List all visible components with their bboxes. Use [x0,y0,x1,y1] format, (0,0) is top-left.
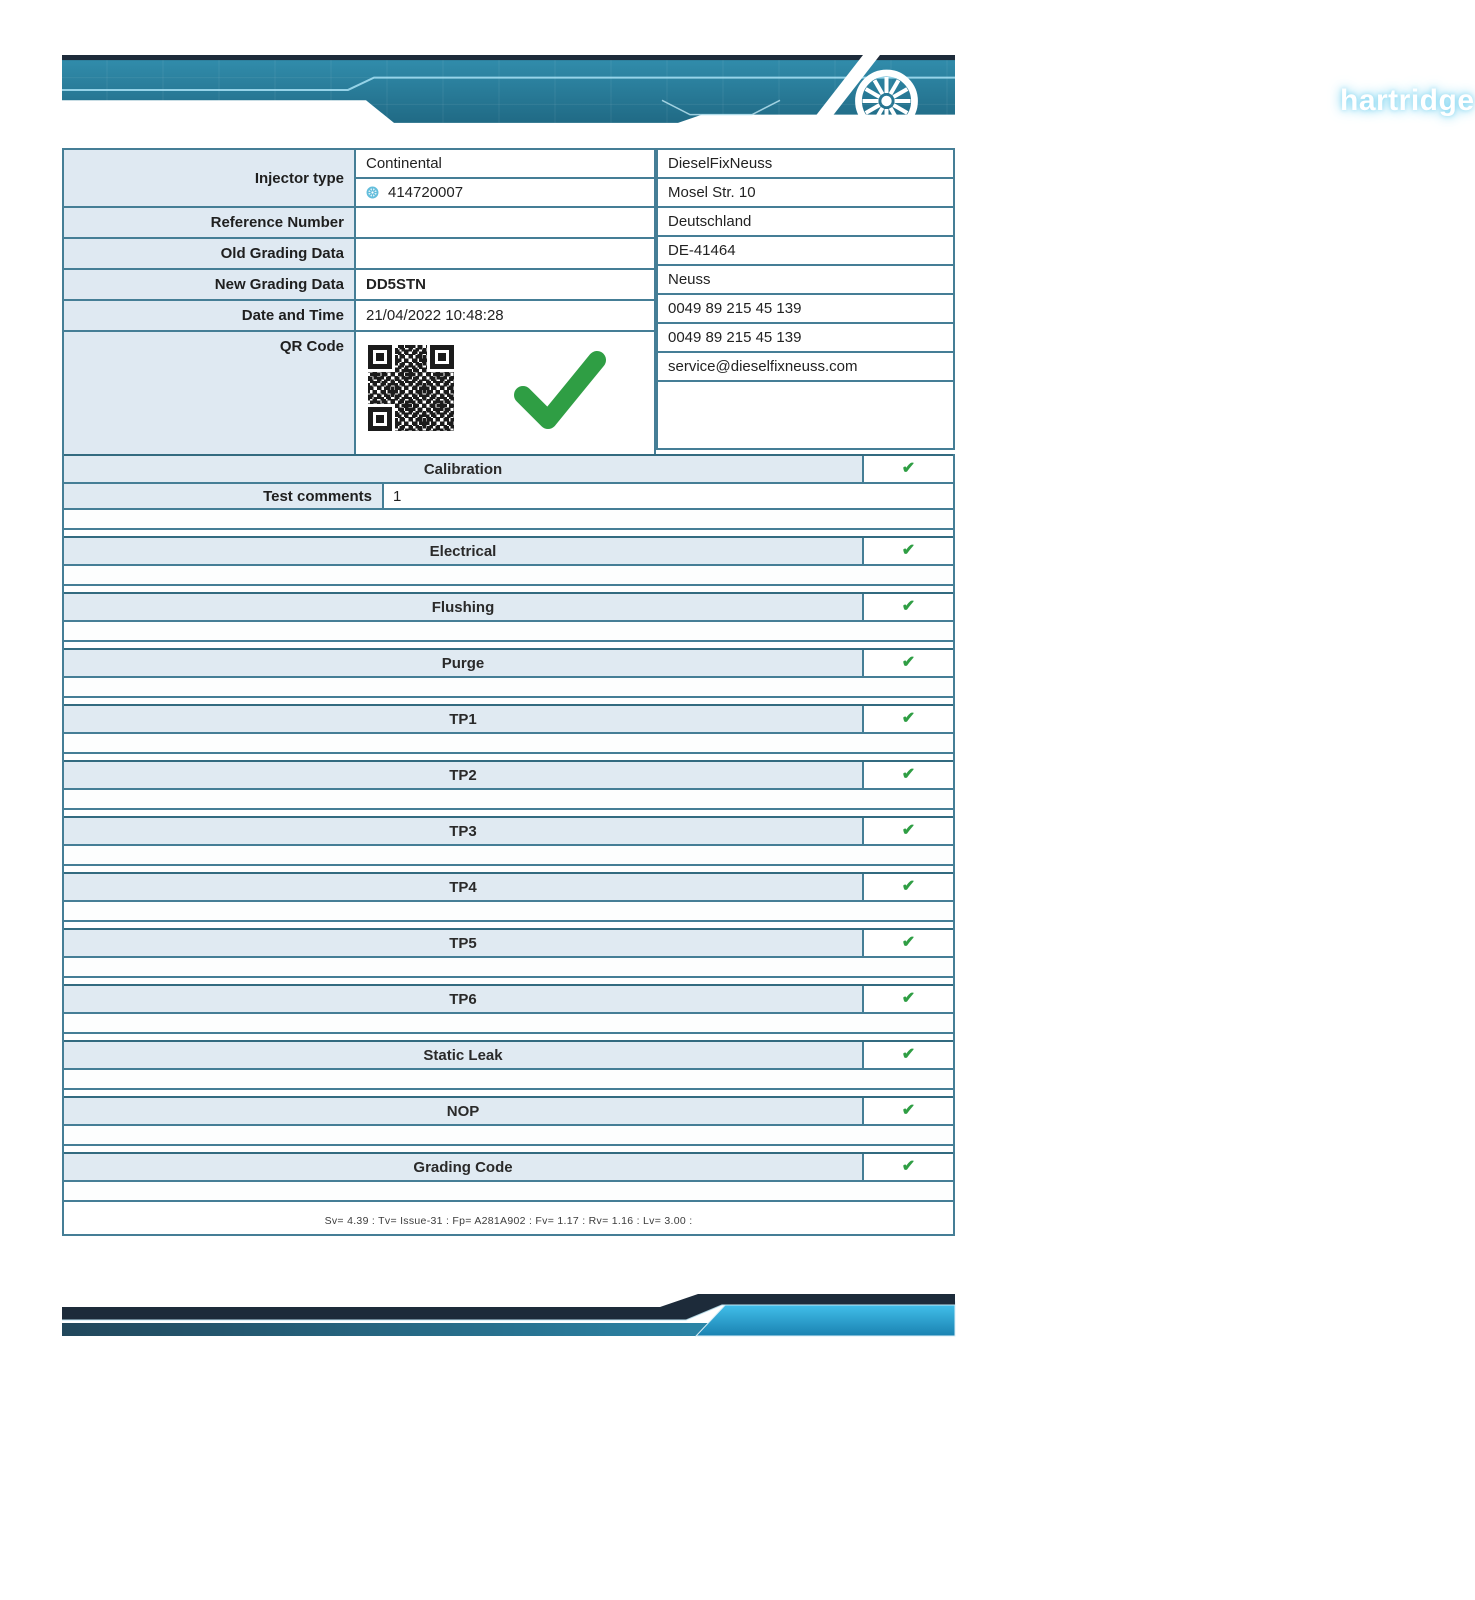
qr-finder-top-left [368,345,392,369]
section-title-tp4: TP4 [64,874,864,900]
injector-number-cell [356,179,654,206]
section-title-tp2: TP2 [64,762,864,788]
section-tp2 [64,760,953,810]
new-grading-value: DD5STN [356,270,654,299]
date-time-value: 21/04/2022 10:48:28 [356,301,654,330]
check-icon: ✔ [901,542,916,559]
workshop-street: Mosel Str. 10 [658,179,953,208]
section-title-tp1: TP1 [64,706,864,732]
check-icon: ✔ [901,1102,916,1119]
section-spacer-row [64,1012,953,1032]
check-icon: ✔ [901,598,916,615]
qr-finder-top-right [430,345,454,369]
workshop-city: Neuss [658,266,953,295]
status-cell-tp6 [864,986,953,1012]
section-title-static-leak: Static Leak [64,1042,864,1068]
injector-make-value: Continental [356,150,654,179]
status-cell-tp1 [864,706,953,732]
section-purge [64,648,953,698]
test-comments-row [64,482,953,508]
status-cell-static-leak [864,1042,953,1068]
brand-logo [440,79,1475,123]
section-title-nop: NOP [64,1098,864,1124]
section-title-grading-code: Grading Code [64,1154,864,1180]
workshop-address-table [656,148,955,450]
status-cell-tp4 [864,874,953,900]
check-icon: ✔ [901,1046,916,1063]
status-cell-purge [864,650,953,676]
reference-number-label: Reference Number [64,208,356,237]
section-tp3 [64,816,953,866]
status-cell-tp2 [864,762,953,788]
qr-code-row [64,332,654,460]
check-icon: ✔ [901,934,916,951]
version-info-line: Sv= 4.39 : Tv= Issue-31 : Fp= A281A902 : Fv= 1.17 : Rv= 1.16 : Lv= 3.00 : [324,1215,693,1227]
section-spacer-row [64,1124,953,1144]
section-flushing [64,592,953,642]
workshop-phone-1: 0049 89 215 45 139 [658,295,953,324]
injector-info-table [62,148,656,462]
workshop-postcode: DE-41464 [658,237,953,266]
workshop-country: Deutschland [658,208,953,237]
check-icon: ✔ [901,878,916,895]
workshop-phone-2: 0049 89 215 45 139 [658,324,953,353]
section-nop [64,1096,953,1146]
status-cell-flushing [864,594,953,620]
section-spacer-row [64,844,953,864]
injector-type-row [64,150,654,208]
test-comments-value: 1 [393,487,402,505]
injector-type-label: Injector type [64,150,356,206]
qr-finder-bottom-left [368,407,392,431]
status-cell-tp3 [864,818,953,844]
old-grading-label: Old Grading Data [64,239,356,268]
status-cell-calibration [864,456,953,482]
check-icon: ✔ [901,1158,916,1175]
section-spacer-row [64,564,953,584]
section-spacer-row [64,956,953,976]
section-title-tp5: TP5 [64,930,864,956]
hartridge-wheel-icon [440,65,1333,137]
section-spacer-row [64,1068,953,1088]
old-grading-row [64,239,654,270]
pass-check-icon [510,349,610,435]
qr-code-cell [356,332,654,460]
status-cell-tp5 [864,930,953,956]
status-cell-nop [864,1098,953,1124]
check-icon: ✔ [901,710,916,727]
injector-number-value: 414720007 [388,184,464,201]
section-title-calibration: Calibration [64,456,864,482]
injector-type-values [356,150,654,206]
section-calibration [64,454,953,530]
header-banner [62,55,1475,127]
workshop-email: service@dieselfixneuss.com [658,353,953,382]
qr-code-label: QR Code [64,332,356,460]
status-cell-grading-code [864,1154,953,1180]
section-tp4 [64,872,953,922]
new-grading-label: New Grading Data [64,270,356,299]
check-icon: ✔ [901,822,916,839]
section-grading-code [64,1152,953,1202]
section-spacer-row [64,1180,953,1200]
workshop-empty-row [658,382,953,448]
section-title-electrical: Electrical [64,538,864,564]
brand-name: hartridge [1340,84,1475,117]
reference-number-value [356,208,654,237]
section-title-flushing: Flushing [64,594,864,620]
section-spacer-row [64,788,953,808]
test-results-table [62,454,955,1236]
section-spacer-row [64,508,953,528]
section-static-leak [64,1040,953,1090]
reference-number-row [64,208,654,239]
workshop-name: DieselFixNeuss [658,150,953,179]
check-icon: ✔ [901,990,916,1007]
footer-banner [62,1293,955,1345]
check-icon: ✔ [901,460,916,477]
status-cell-electrical [864,538,953,564]
section-tp6 [64,984,953,1034]
section-spacer-row [64,732,953,752]
old-grading-value [356,239,654,268]
section-title-tp3: TP3 [64,818,864,844]
section-spacer-row [64,676,953,696]
section-electrical [64,536,953,586]
check-icon: ✔ [901,654,916,671]
new-grading-row [64,270,654,301]
footer-graphic-shapes [62,1293,955,1345]
injector-wheel-icon [366,186,379,199]
date-time-row [64,301,654,332]
section-title-purge: Purge [64,650,864,676]
injector-info-area [62,148,955,462]
check-icon: ✔ [901,766,916,783]
qr-code-image [364,341,458,435]
section-tp5 [64,928,953,978]
section-tp1 [64,704,953,754]
date-time-label: Date and Time [64,301,356,330]
test-comments-label: Test comments [64,484,384,508]
section-spacer-row [64,900,953,920]
section-title-tp6: TP6 [64,986,864,1012]
section-spacer-row [64,620,953,640]
